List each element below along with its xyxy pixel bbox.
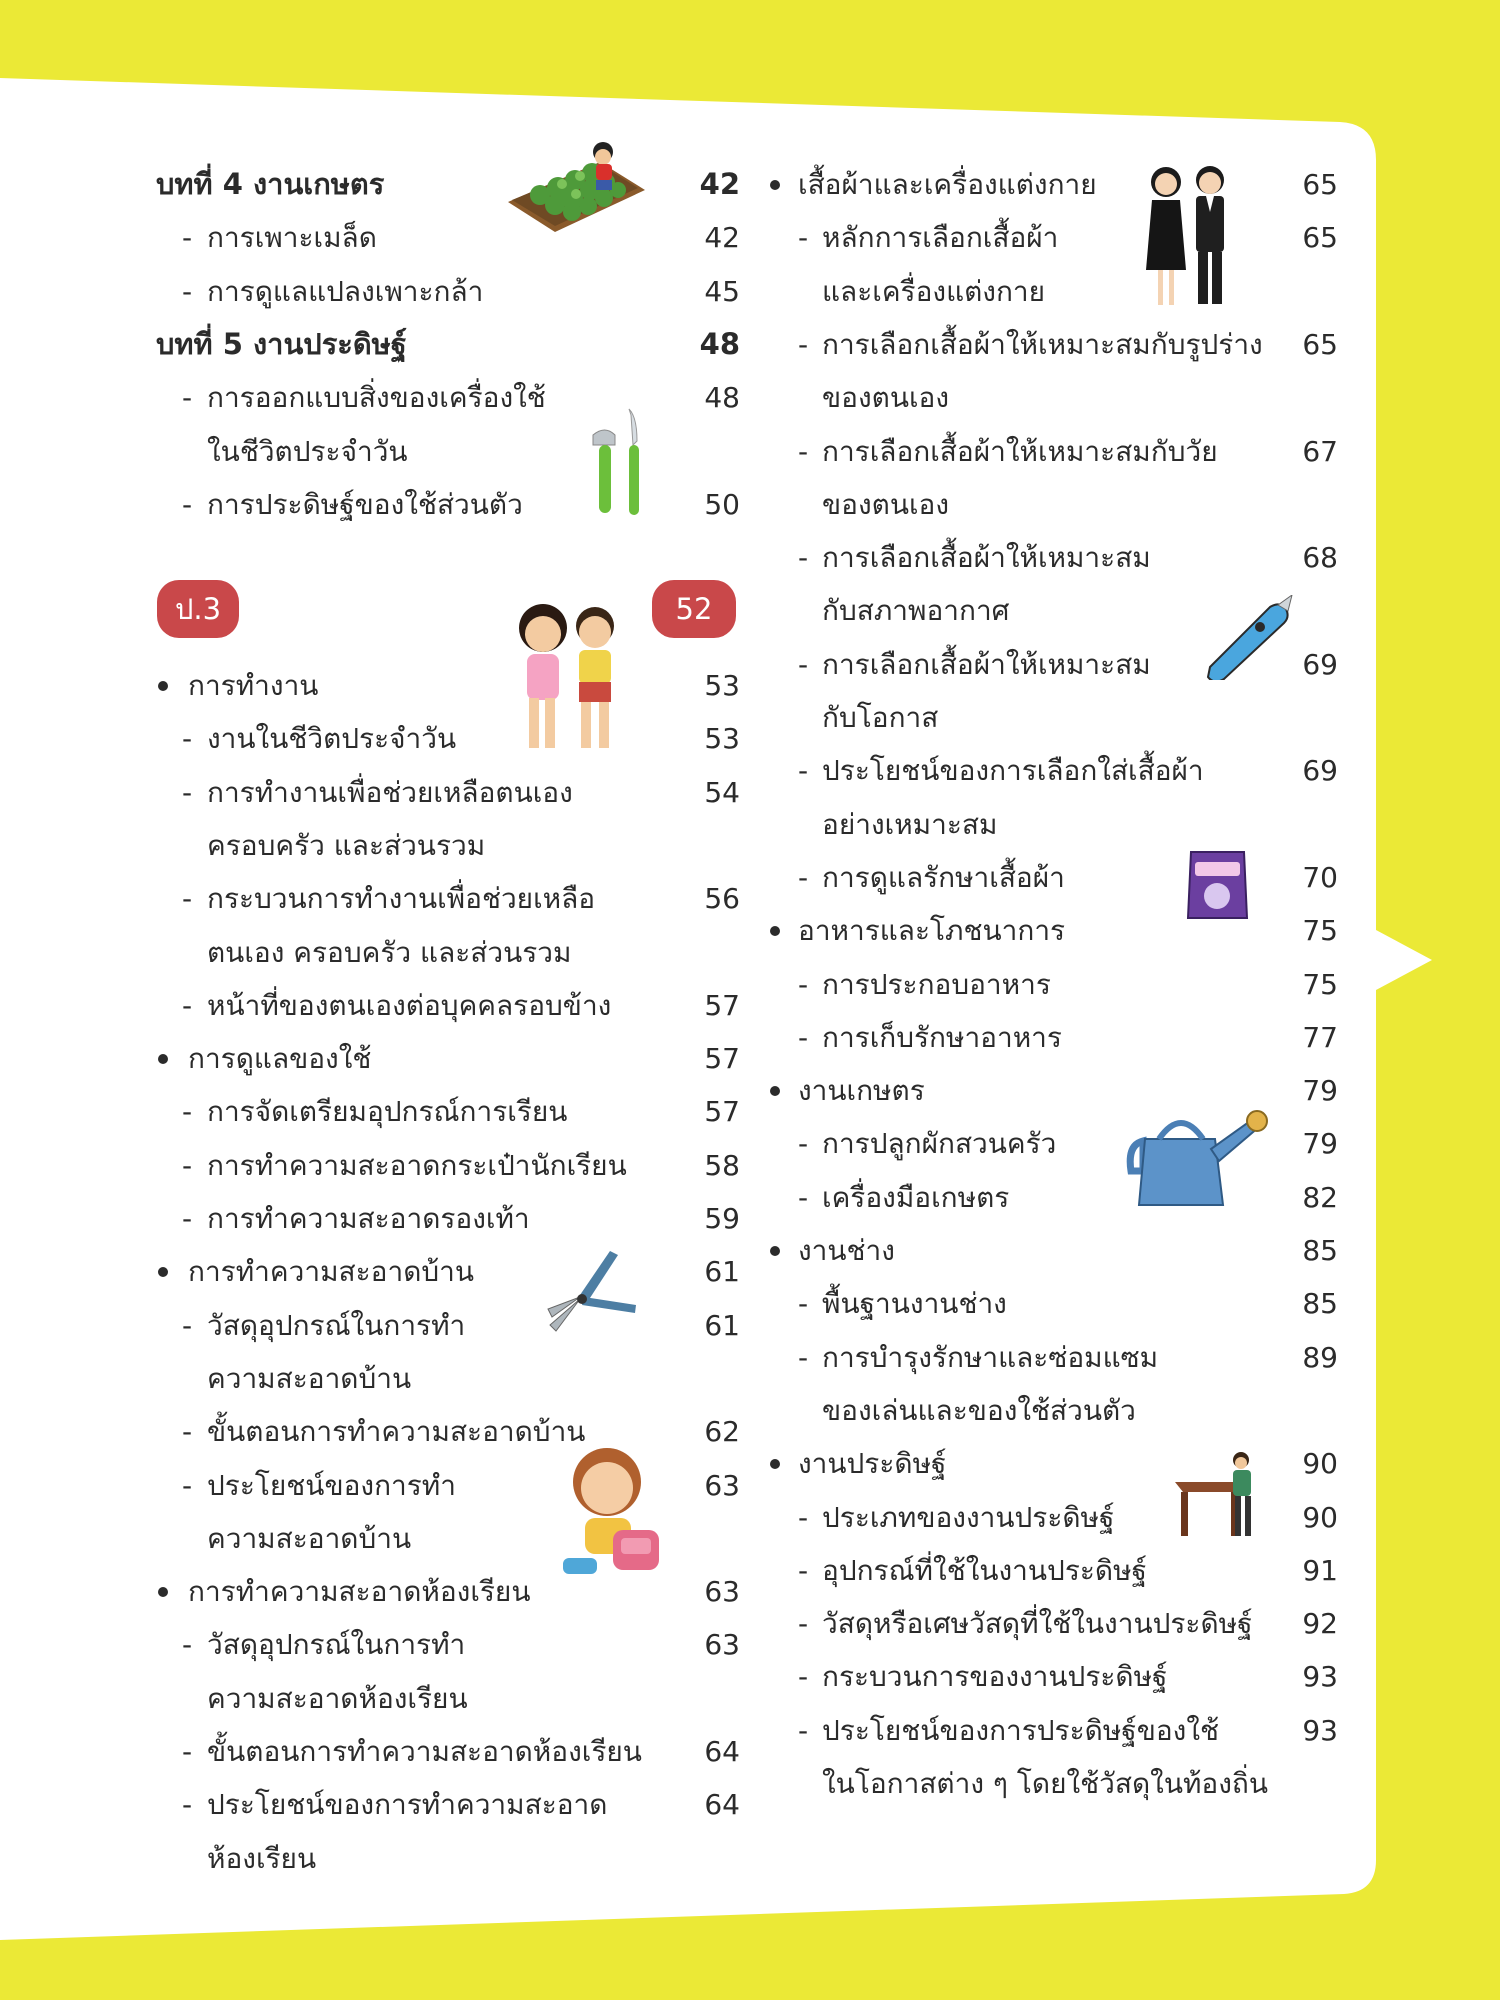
toc-entry-label: กับโอกาส: [822, 701, 939, 734]
bullet-icon: [770, 1246, 780, 1256]
toc-row: [760, 904, 1350, 957]
dash-marker: -: [798, 327, 809, 361]
toc-entry-label: เครื่องมือเกษตร: [822, 1180, 1010, 1214]
toc-row: [760, 158, 1350, 211]
bullet-icon: [770, 1086, 780, 1096]
toc-entry-page: 79: [1302, 1074, 1338, 1108]
toc-row: [760, 1277, 1350, 1330]
toc-entry-label: ขั้นตอนการทำความสะอาดห้องเรียน: [207, 1735, 642, 1768]
bullet-icon: [158, 1267, 168, 1277]
dash-marker: -: [182, 775, 193, 809]
peeler-knife-icon: [585, 405, 655, 520]
toc-entry-page: 57: [704, 1042, 740, 1076]
dash-marker: -: [798, 1127, 809, 1161]
vegetable-garden-boy-icon: [500, 140, 650, 235]
dash-marker: -: [182, 1628, 193, 1662]
toc-entry-label: กระบวนการของงานประดิษฐ์: [822, 1660, 1168, 1694]
toc-entry-label: ครอบครัว และส่วนรวม: [207, 828, 486, 862]
toc-entry-page: 45: [704, 274, 740, 308]
toc-entry-label: อาหารและโภชนาการ: [798, 914, 1066, 948]
toc-row: [760, 1011, 1350, 1064]
toc-entry-label: ประโยชน์ของการทำ: [207, 1468, 456, 1502]
toc-entry-label: การทำความสะอาดบ้าน: [188, 1255, 475, 1289]
toc-entry-label: งานช่าง: [798, 1234, 895, 1267]
toc-entry-label: การเลือกเสื้อผ้าให้เหมาะสม: [822, 647, 1151, 681]
toc-row: [760, 1331, 1350, 1384]
toc-entry-label: วัสดุหรือเศษวัสดุที่ใช้ในงานประดิษฐ์: [822, 1607, 1253, 1641]
toc-row: [760, 371, 1350, 424]
toc-entry-label: บทที่ 4 งานเกษตร: [156, 167, 385, 201]
toc-entry-page: 56: [704, 882, 740, 916]
bullet-icon: [770, 926, 780, 936]
dash-marker: -: [182, 1735, 193, 1768]
bullet-icon: [770, 180, 780, 190]
pruning-shears-icon: [540, 1245, 640, 1335]
toc-entry-page: 50: [704, 487, 740, 521]
toc-entry-label: ความสะอาดบ้าน: [207, 1521, 412, 1555]
dash-marker: -: [182, 1148, 193, 1182]
toc-row: [150, 1299, 740, 1352]
toc-entry-label: ขั้นตอนการทำความสะอาดบ้าน: [207, 1415, 586, 1449]
toc-entry-page: 58: [704, 1148, 740, 1182]
toc-entry-page: 42: [699, 167, 740, 201]
dash-marker: -: [182, 274, 193, 308]
toc-entry-label: การทำความสะอาดกระเป๋านักเรียน: [207, 1148, 627, 1182]
toc-row: [150, 659, 740, 712]
toc-entry-page: 93: [1302, 1713, 1338, 1747]
toc-row: [760, 744, 1350, 797]
toc-entry-label: ประโยชน์ของการเลือกใส่เสื้อผ้า: [822, 754, 1204, 788]
dash-marker: -: [798, 1713, 809, 1747]
toc-row: [150, 1192, 740, 1245]
toc-entry-label: ของเล่นและของใช้ส่วนตัว: [822, 1393, 1136, 1427]
toc-entry-label: ในชีวิตประจำวัน: [207, 434, 408, 468]
bullet-icon: [158, 681, 168, 691]
detergent-bag-icon: [1185, 842, 1250, 922]
toc-entry-label: การดูแลของใช้: [188, 1042, 372, 1076]
toc-row: [760, 265, 1350, 318]
toc-row: [150, 712, 740, 765]
girl-with-bag-icon: [555, 1440, 670, 1585]
toc-entry-page: 69: [1302, 647, 1338, 681]
dash-marker: -: [798, 1340, 809, 1374]
dash-marker: -: [182, 1308, 193, 1342]
bullet-icon: [770, 1459, 780, 1469]
toc-entry-page: 90: [1302, 1500, 1338, 1534]
toc-entry-label: กระบวนการทำงานเพื่อช่วยเหลือ: [207, 882, 596, 916]
dash-marker: -: [182, 487, 193, 521]
toc-entry-page: 63: [704, 1628, 740, 1662]
toc-entry-page: 61: [704, 1308, 740, 1342]
toc-entry-label: การเลือกเสื้อผ้าให้เหมาะสมกับรูปร่าง: [822, 327, 1263, 361]
two-children-icon: [505, 598, 635, 758]
toc-row: [760, 798, 1350, 851]
toc-entry-label: การประกอบอาหาร: [822, 967, 1051, 1001]
toc-row: [150, 1778, 740, 1831]
toc-row: [150, 318, 740, 371]
toc-entry-label: ประโยชน์ของการทำความสะอาด: [207, 1788, 608, 1822]
toc-entry-label: การดูแลแปลงเพาะกล้า: [207, 274, 484, 308]
toc-entry-label: หน้าที่ของตนเองต่อบุคคลรอบข้าง: [207, 988, 612, 1022]
craftsman-table-icon: [1175, 1450, 1260, 1540]
toc-entry-label: งานในชีวิตประจำวัน: [207, 722, 457, 756]
toc-entry-label: อุปกรณ์ที่ใช้ในงานประดิษฐ์: [822, 1553, 1147, 1587]
toc-entry-label: ประเภทของงานประดิษฐ์: [822, 1500, 1115, 1534]
toc-entry-label: การบำรุงรักษาและซ่อมแซม: [822, 1340, 1159, 1374]
toc-row: [150, 872, 740, 925]
toc-row: [760, 1384, 1350, 1437]
toc-row: [760, 1224, 1350, 1277]
toc-entry-page: 62: [704, 1415, 740, 1449]
grade-badge-page: 52: [652, 580, 736, 638]
toc-entry-page: 48: [699, 326, 740, 361]
toc-entry-label: วัสดุอุปกรณ์ในการทำ: [207, 1308, 466, 1342]
dash-marker: -: [182, 381, 193, 415]
toc-row: [150, 926, 740, 979]
toc-entry-label: ประโยชน์ของการประดิษฐ์ของใช้: [822, 1713, 1220, 1747]
toc-entry-label: การจัดเตรียมอุปกรณ์การเรียน: [207, 1095, 568, 1129]
toc-entry-label: ในโอกาสต่าง ๆ โดยใช้วัสดุในท้องถิ่น: [822, 1767, 1269, 1800]
dash-marker: -: [798, 647, 809, 681]
utility-cutter-icon: [1200, 595, 1295, 680]
toc-entry-page: 69: [1302, 754, 1338, 788]
toc-entry-label: การทำความสะอาดห้องเรียน: [188, 1575, 531, 1609]
toc-entry-page: 68: [1302, 541, 1338, 575]
toc-entry-page: 91: [1302, 1553, 1338, 1587]
dash-marker: -: [182, 722, 193, 756]
toc-entry-page: 65: [1302, 168, 1338, 201]
bullet-icon: [158, 1587, 168, 1597]
toc-entry-label: การเก็บรักษาอาหาร: [822, 1020, 1062, 1054]
dash-marker: -: [798, 1180, 809, 1214]
toc-entry-page: 67: [1302, 434, 1338, 468]
dash-marker: -: [798, 1287, 809, 1321]
bullet-icon: [158, 1054, 168, 1064]
toc-entry-page: 85: [1302, 1234, 1338, 1267]
dash-marker: -: [798, 541, 809, 575]
toc-entry-label: ของตนเอง: [822, 381, 950, 415]
toc-entry-page: 79: [1302, 1127, 1338, 1161]
toc-row: [150, 1725, 740, 1778]
toc-row: [760, 1597, 1350, 1650]
dash-marker: -: [182, 1095, 193, 1129]
dash-marker: -: [182, 221, 193, 255]
toc-row: [760, 478, 1350, 531]
dash-marker: -: [798, 1020, 809, 1054]
toc-entry-label: การทำงานเพื่อช่วยเหลือตนเอง: [207, 775, 573, 809]
toc-row: [760, 211, 1350, 264]
toc-row: [150, 1832, 740, 1885]
toc-entry-page: 82: [1302, 1180, 1338, 1214]
toc-row: [760, 1704, 1350, 1757]
toc-entry-label: ห้องเรียน: [207, 1841, 317, 1875]
toc-row: [150, 766, 740, 819]
dash-marker: -: [182, 1468, 193, 1502]
dash-marker: -: [798, 1607, 809, 1641]
dash-marker: -: [798, 1553, 809, 1587]
toc-entry-label: การทำความสะอาดรองเท้า: [207, 1202, 530, 1235]
toc-entry-page: 65: [1302, 221, 1338, 255]
toc-entry-page: 75: [1302, 967, 1338, 1001]
toc-row: [150, 1085, 740, 1138]
toc-entry-label: กับสภาพอากาศ: [822, 594, 1010, 628]
toc-row: [150, 1618, 740, 1671]
toc-entry-page: 57: [704, 988, 740, 1022]
dash-marker: -: [798, 1500, 809, 1534]
toc-entry-label: บทที่ 5 งานประดิษฐ์: [156, 326, 407, 361]
dash-marker: -: [798, 221, 809, 255]
toc-row: [760, 851, 1350, 904]
toc-entry-page: 85: [1302, 1287, 1338, 1321]
toc-entry-label: การทำงาน: [188, 669, 319, 702]
toc-entry-page: 59: [704, 1202, 740, 1235]
toc-entry-label: พื้นฐานงานช่าง: [822, 1287, 1007, 1321]
toc-row: [760, 531, 1350, 584]
toc-entry-page: 53: [704, 722, 740, 756]
toc-entry-page: 53: [704, 669, 740, 702]
couple-formal-clothes-icon: [1138, 160, 1238, 310]
toc-entry-label: ความสะอาดห้องเรียน: [207, 1681, 468, 1715]
toc-row: [760, 1544, 1350, 1597]
toc-entry-page: 54: [704, 775, 740, 809]
dash-marker: -: [182, 882, 193, 916]
toc-row: [760, 1757, 1350, 1810]
toc-entry-page: 65: [1302, 327, 1338, 361]
grade-badge-label: ป.3: [157, 580, 239, 638]
toc-row: [150, 1245, 740, 1298]
toc-entry-label: อย่างเหมาะสม: [822, 807, 998, 841]
toc-entry-label: การเลือกเสื้อผ้าให้เหมาะสมกับวัย: [822, 434, 1218, 468]
toc-row: [150, 265, 740, 318]
toc-entry-page: 63: [704, 1575, 740, 1609]
toc-entry-label: ตนเอง ครอบครัว และส่วนรวม: [207, 935, 572, 969]
toc-entry-label: ความสะอาดบ้าน: [207, 1361, 412, 1395]
toc-entry-label: การดูแลรักษาเสื้อผ้า: [822, 860, 1065, 894]
toc-entry-page: 92: [1302, 1607, 1338, 1641]
toc-entry-page: 63: [704, 1468, 740, 1502]
toc-row: [760, 1650, 1350, 1703]
toc-entry-label: หลักการเลือกเสื้อผ้า: [822, 221, 1059, 255]
toc-entry-label: การปลูกผักสวนครัว: [822, 1127, 1057, 1161]
toc-entry-page: 64: [704, 1788, 740, 1822]
dash-marker: -: [798, 434, 809, 468]
toc-row: [150, 1672, 740, 1725]
toc-entry-label: งานประดิษฐ์: [798, 1447, 947, 1481]
toc-row: [760, 1437, 1350, 1490]
toc-entry-page: 64: [704, 1735, 740, 1768]
toc-row: [150, 979, 740, 1032]
toc-row: [760, 958, 1350, 1011]
toc-entry-page: 89: [1302, 1340, 1338, 1374]
dash-marker: -: [182, 1202, 193, 1235]
toc-entry-page: 48: [704, 381, 740, 415]
dash-marker: -: [798, 1660, 809, 1694]
toc-row: [150, 819, 740, 872]
toc-entry-label: วัสดุอุปกรณ์ในการทำ: [207, 1628, 466, 1662]
toc-row: [150, 211, 740, 264]
toc-row: [150, 158, 740, 211]
watering-can-icon: [1125, 1105, 1270, 1210]
toc-entry-page: 77: [1302, 1020, 1338, 1054]
toc-row: [150, 1139, 740, 1192]
dash-marker: -: [182, 988, 193, 1022]
toc-entry-label: การประดิษฐ์ของใช้ส่วนตัว: [207, 487, 523, 521]
dash-marker: -: [798, 860, 809, 894]
toc-entry-page: 70: [1302, 860, 1338, 894]
dash-marker: -: [798, 967, 809, 1001]
toc-entry-page: 42: [704, 221, 740, 255]
toc-entry-label: การเลือกเสื้อผ้าให้เหมาะสม: [822, 541, 1151, 575]
toc-entry-label: งานเกษตร: [798, 1074, 925, 1108]
toc-entry-label: และเครื่องแต่งกาย: [822, 274, 1046, 308]
toc-entry-label: การเพาะเมล็ด: [207, 221, 377, 255]
toc-entry-page: 93: [1302, 1660, 1338, 1694]
toc-entry-page: 90: [1302, 1447, 1338, 1481]
toc-entry-label: เสื้อผ้าและเครื่องแต่งกาย: [798, 168, 1097, 201]
dash-marker: -: [182, 1415, 193, 1449]
toc-row: [150, 1032, 740, 1085]
toc-row: [150, 1352, 740, 1405]
dash-marker: -: [182, 1788, 193, 1822]
toc-row: [760, 425, 1350, 478]
toc-entry-page: 57: [704, 1095, 740, 1129]
toc-row: [760, 691, 1350, 744]
toc-row: [760, 318, 1350, 371]
dash-marker: -: [798, 754, 809, 788]
toc-entry-label: การออกแบบสิ่งของเครื่องใช้: [207, 381, 546, 415]
toc-entry-page: 61: [704, 1255, 740, 1289]
toc-entry-label: ของตนเอง: [822, 487, 950, 521]
toc-row: [760, 1491, 1350, 1544]
toc-entry-page: 75: [1302, 914, 1338, 948]
